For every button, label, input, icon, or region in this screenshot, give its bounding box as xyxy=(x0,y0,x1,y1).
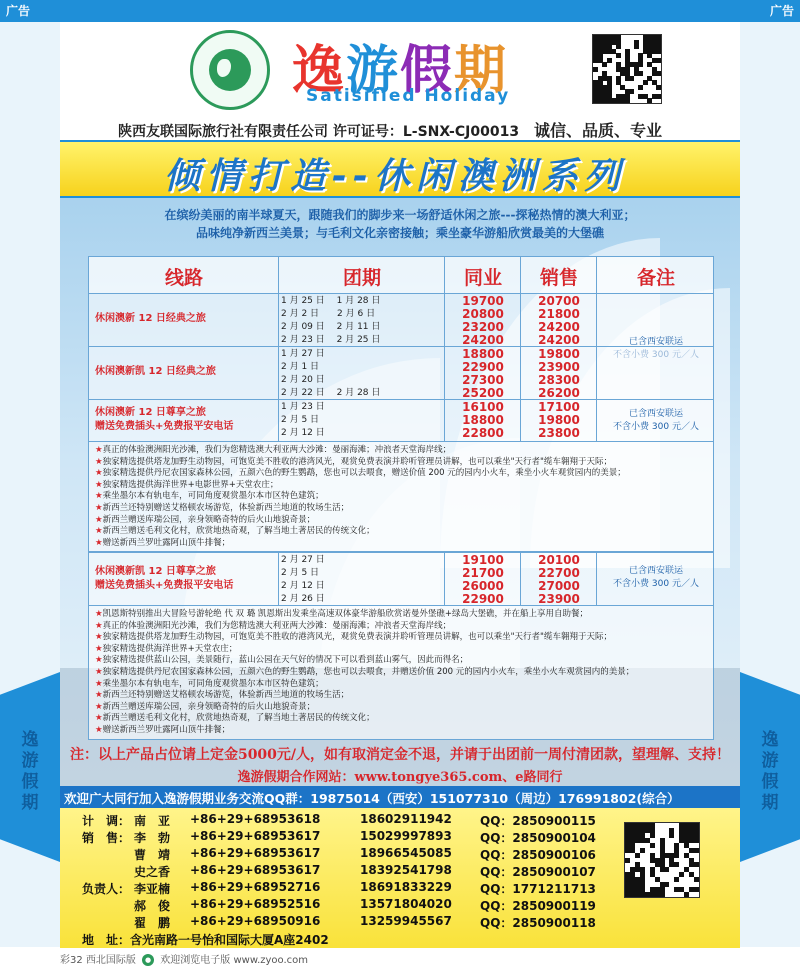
route-line: 休闲澳新 12 日尊享之旅 xyxy=(95,407,206,418)
note-item: ★新西兰赠送毛利文化村，欣赏地热奇观，了解当地土著居民的传统文化； xyxy=(95,526,375,537)
price: 17100 xyxy=(538,400,580,414)
qr-module xyxy=(629,76,634,81)
table-row xyxy=(88,552,714,606)
column-divider xyxy=(596,256,597,442)
column-divider xyxy=(278,552,279,606)
price: 18800 xyxy=(462,347,504,361)
qr-module xyxy=(638,71,643,76)
qr-module xyxy=(647,98,652,103)
contact-row xyxy=(60,897,620,913)
price: 25200 xyxy=(462,386,504,400)
note-line: 已含西安联运 xyxy=(628,409,683,419)
contact-role: 负责人： xyxy=(82,882,131,896)
price: 23900 xyxy=(538,592,580,606)
contact-section xyxy=(60,808,740,948)
route-line: 休闲澳新 12 日经典之旅 xyxy=(95,313,206,324)
route-name xyxy=(95,365,216,379)
price: 22700 xyxy=(538,566,580,580)
qr-module xyxy=(656,58,661,63)
price: 16100 xyxy=(462,400,504,414)
date-line: 2 月 20 日 xyxy=(281,375,325,385)
note-text: 独家精选提供蓝山公园，美景随行，蓝山公园在天气好的情况下可以看到蓝山雾气，因此而得名； xyxy=(102,655,469,666)
column-divider xyxy=(444,256,445,442)
qr-module xyxy=(625,98,630,103)
contact-row xyxy=(60,914,620,930)
left-side-text xyxy=(0,730,60,814)
route-line: 赠送免费插头+免费报平安电话 xyxy=(95,580,234,591)
qr-module xyxy=(625,858,630,863)
header xyxy=(60,22,740,120)
qr-module xyxy=(656,94,661,99)
ad-tag-right: 广告 xyxy=(769,4,794,18)
note-item: ★独家精选提供海洋世界+电影世界+天堂农庄； xyxy=(95,479,279,490)
page-footer xyxy=(60,948,740,966)
intro-line: 品味纯净新西兰美景；与毛利文化亲密接触；乘坐豪华游船欣赏最美的大堡礁 xyxy=(195,226,604,240)
note-text: 独家精选提供丹尼农国家森林公园，五颜六色的野生鹦鹉，您也可以去喂食，赠送价值 200 元的园内小火车，乘坐小火车观赏园内的美景； xyxy=(102,468,626,479)
partner-websites: 逸游假期合作网站：www.tongye365.com、e路同行 xyxy=(237,770,563,785)
feature-notes xyxy=(88,442,714,552)
contact-role: 计 调： xyxy=(82,814,131,828)
contact-mobile: 15029997893 xyxy=(360,829,452,843)
note-text: 独家精选提供海洋世界+天堂农庄； xyxy=(102,643,238,654)
contact-name: 翟 鹏 xyxy=(134,916,171,930)
contact-tel: +86+29+68952716 xyxy=(190,880,321,894)
side-char: 期 xyxy=(761,793,779,813)
contact-name: 李 勃 xyxy=(134,831,171,845)
note-item: ★赠送新西兰罗吐露阿山顶牛排餐； xyxy=(95,724,231,735)
table-row xyxy=(88,294,714,347)
note-item: ★新西兰赠送毛利文化村，欣赏地热奇观，了解当地土著居民的传统文化； xyxy=(95,713,375,724)
date-line: 2 月 5 日 xyxy=(281,415,320,425)
note-line: 已含西安联运 xyxy=(628,566,683,576)
note-text: 独家精选提供塔龙加野生动物园，可饱览美不胜收的港湾风光，观赏免费表演并聆听管理员讲解，也可以乘坐"天行者"缆车翱翔于天际； xyxy=(102,632,612,643)
sale-prices xyxy=(514,554,604,606)
contact-tel: +86+29+68952516 xyxy=(190,897,321,911)
price: 20800 xyxy=(462,307,504,321)
note-item: ★赠送新西兰罗吐露阿山顶牛排餐； xyxy=(95,537,231,548)
route-line: 休闲澳新凯 12 日尊享之旅 xyxy=(95,566,216,577)
note-text: 乘坐墨尔本有轨电车，可同角度观赏墨尔本市区特色建筑； xyxy=(102,678,324,689)
brand-logo xyxy=(190,30,270,110)
side-char: 游 xyxy=(761,751,779,771)
contact-address xyxy=(60,931,620,947)
note-line: 不含小费 300 元／人 xyxy=(613,579,699,589)
note-text: 新西兰赠送毛利文化村，欣赏地热奇观，了解当地土著居民的传统文化； xyxy=(102,526,375,537)
side-char: 逸 xyxy=(761,730,779,750)
contact-tel: +86+29+68953618 xyxy=(190,812,321,826)
note-item: ★新西兰赠送库瑞公园，亲身领略奇特的后火山地貌奇景； xyxy=(95,514,316,525)
contact-name: 曹 靖 xyxy=(134,848,171,862)
contact-row xyxy=(60,863,620,879)
price: 18800 xyxy=(462,413,504,427)
address-text: 地 址：含光南路一号怡和国际大厦A座2402 xyxy=(82,933,329,947)
sale-prices xyxy=(514,295,604,347)
note-text: 真正的体验澳洲阳光沙滩，我们为您精选澳大利亚两大沙滩：曼丽海滩；冲浪者天堂海岸线； xyxy=(102,445,452,455)
note-text: 凯恩斯特别推出大冒险号游轮绝 代 双 璐 凯恩斯出发乘坐高速双体豪华游船欣赏诺曼外堡礁+绿岛大堡礁，并在船上享用自助餐； xyxy=(102,609,589,619)
note-item: ★凯恩斯特别推出大冒险号游轮绝 代 双 璐 凯恩斯出发乘坐高速双体豪华游船欣赏诺曼外堡礁+绿岛大堡礁，并在船上享用自助餐； xyxy=(95,609,589,619)
table-row xyxy=(88,400,714,442)
header-sale: 销售 xyxy=(539,267,578,289)
qr-module xyxy=(640,848,645,853)
qr-module xyxy=(660,892,665,897)
contact-tel: +86+29+68950916 xyxy=(190,914,321,928)
qr-module xyxy=(694,887,699,892)
price: 22800 xyxy=(462,426,504,440)
date-line: 2 月 5 日 xyxy=(281,568,320,578)
tour-dates xyxy=(281,295,380,347)
page-number: 彩32 西北国际版 xyxy=(60,955,136,966)
brand-char: 期 xyxy=(454,41,509,101)
contact-mobile: 18602911942 xyxy=(360,812,452,826)
qr-module xyxy=(634,44,639,49)
side-char: 期 xyxy=(21,793,39,813)
tour-dates xyxy=(281,554,325,606)
note-text: 独家精选提供丹尼农国家森林公园，五颜六色的野生鹦鹉，您也可以去喂食，并赠送价值 200 元的园内小火车，乘坐小火车观赏园内的美景； xyxy=(102,666,635,677)
contact-name: 李亚楠 xyxy=(134,882,171,896)
qr-module xyxy=(593,67,598,72)
tour-note xyxy=(597,408,715,434)
date-line: 2 月 2 日 2 月 6 日 xyxy=(281,309,376,319)
qr-module xyxy=(629,89,634,94)
qr-module xyxy=(650,843,655,848)
price: 24200 xyxy=(538,333,580,347)
contact-role: 销 售： xyxy=(82,831,131,845)
contact-tel: +86+29+68953617 xyxy=(190,863,321,877)
price: 21700 xyxy=(462,566,504,580)
price: 21800 xyxy=(538,307,580,321)
feature-notes xyxy=(88,606,714,740)
price: 24200 xyxy=(462,333,504,347)
contact-mobile: 18691833229 xyxy=(360,880,452,894)
route-line: 休闲澳新凯 12 日经典之旅 xyxy=(95,366,216,377)
contact-name: 南 亚 xyxy=(134,814,171,828)
note-line: 不含小费 300 元／人 xyxy=(613,422,699,432)
side-char: 逸 xyxy=(21,730,39,750)
slogan: 诚信、品质、专业 xyxy=(533,121,662,140)
note-text: 独家精选提供塔龙加野生动物园，可饱览美不胜收的港湾风光，观赏免费表演并聆听管理员讲解，也可以乘坐"天行者"缆车翱翔于天际； xyxy=(102,456,612,467)
qr-module xyxy=(643,80,648,85)
note-text: 新西兰赠送库瑞公园，亲身领略奇特的后火山地貌奇景； xyxy=(102,701,316,712)
table-row xyxy=(88,347,714,400)
qr-module xyxy=(679,872,684,877)
qr-module xyxy=(638,85,643,90)
qr-module xyxy=(656,71,661,76)
qr-module xyxy=(656,49,661,54)
note-text: 乘坐墨尔本有轨电车，可同角度观赏墨尔本市区特色建筑； xyxy=(102,491,324,502)
qr-module xyxy=(684,892,689,897)
date-line: 2 月 22 日 2 月 28 日 xyxy=(281,388,381,398)
deposit-note: 注：以上产品占位请上定金5000元/人，如有取消定金不退，并请于出团前一周付清团款，望理解、支持！ xyxy=(69,747,731,763)
note-text: 新西兰还特别赠送艾格顿农场游览，体验新西兰地道的牧场生活； xyxy=(102,690,350,701)
contact-mobile: 13259945567 xyxy=(360,914,452,928)
side-char: 假 xyxy=(21,772,39,792)
contact-tel: +86+29+68953617 xyxy=(190,846,321,860)
date-line: 2 月 23 日 2 月 25 日 xyxy=(281,335,381,345)
contact-tel: +86+29+68953617 xyxy=(190,829,321,843)
globe-icon xyxy=(209,49,251,91)
price: 24200 xyxy=(538,320,580,334)
note-text: 真正的体验澳洲阳光沙滩，我们为您精选澳大利亚两大沙滩：曼丽海滩；冲浪者天堂海岸线； xyxy=(102,620,452,631)
contact-mobile: 18966545085 xyxy=(360,846,452,860)
qr-module xyxy=(656,85,661,90)
brand-char: 假 xyxy=(400,41,455,101)
column-divider xyxy=(520,552,521,606)
price: 23900 xyxy=(538,360,580,374)
note-item: ★乘坐墨尔本有轨电车，可同角度观赏墨尔本市区特色建筑； xyxy=(95,678,324,689)
date-line: 1 月 27 日 xyxy=(281,349,325,359)
date-line: 2 月 12 日 xyxy=(281,581,325,591)
qr-module xyxy=(664,867,669,872)
brand-char: 逸 xyxy=(292,41,347,101)
contact-name: 史之香 xyxy=(134,865,171,879)
qr-module xyxy=(616,53,621,58)
note-item: ★独家精选提供塔龙加野生动物园，可饱览美不胜收的港湾风光，观赏免费表演并聆听管理员讲解，也可以乘坐"天行者"缆车翱翔于天际； xyxy=(95,456,612,467)
note-item: ★独家精选提供丹尼农国家森林公园，五颜六色的野生鹦鹉，您也可以去喂食，赠送价值 200 元的园内小火车，乘坐小火车观赏园内的美景； xyxy=(95,468,626,479)
note-item: ★真正的体验澳洲阳光沙滩，我们为您精选澳大利亚两大沙滩：曼丽海滩；冲浪者天堂海岸线； xyxy=(95,620,452,631)
company-name: 陕西友联国际旅行社有限责任公司 许可证号：L-SNX-CJ00013 xyxy=(118,124,520,140)
price: 26000 xyxy=(462,579,504,593)
top-bar xyxy=(0,0,800,22)
note-text: 赠送新西兰罗吐露阿山顶牛排餐； xyxy=(102,724,231,735)
note-item: ★独家精选提供海洋世界+天堂农庄； xyxy=(95,643,238,654)
note-item: ★独家精选提供塔龙加野生动物园，可饱览美不胜收的港湾风光，观赏免费表演并聆听管理员讲解，也可以乘坐"天行者"缆车翱翔于天际； xyxy=(95,632,612,643)
qr-module xyxy=(694,862,699,867)
header-route: 线路 xyxy=(164,267,203,289)
price: 27000 xyxy=(538,579,580,593)
qr-module xyxy=(674,862,679,867)
contact-mobile: 18392541798 xyxy=(360,863,452,877)
date-line: 2 月 1 日 xyxy=(281,362,320,372)
sale-prices xyxy=(514,348,604,400)
price: 20700 xyxy=(538,294,580,308)
intro-line: 在缤纷美丽的南半球夏天，跟随我们的脚步来一场舒适休闲之旅---探秘热情的澳大利亚； xyxy=(164,208,636,222)
contact-name: 郝 俊 xyxy=(134,899,171,913)
date-line: 1 月 23 日 xyxy=(281,402,325,412)
note-item: ★独家精选提供蓝山公园，美景随行，蓝山公园在天气好的情况下可以看到蓝山雾气，因此而得名； xyxy=(95,655,469,666)
price: 20100 xyxy=(538,553,580,567)
qr-module xyxy=(694,848,699,853)
contact-mobile: 13571804020 xyxy=(360,897,452,911)
note-text: 新西兰赠送毛利文化村，欣赏地热奇观，了解当地土著居民的传统文化； xyxy=(102,713,375,724)
header-trade: 同业 xyxy=(463,267,502,289)
title-banner xyxy=(60,140,740,198)
note-text: 赠送新西兰罗吐露阿山顶牛排餐； xyxy=(102,537,231,548)
contact-row xyxy=(60,812,620,828)
contact-qq: QQ：2850900106 xyxy=(480,848,596,862)
date-line: 2 月 26 日 xyxy=(281,594,325,604)
note-item: ★新西兰还特别赠送艾格顿农场游览，体验新西兰地道的牧场生活； xyxy=(95,690,350,701)
price: 28300 xyxy=(538,373,580,387)
footer-site: 欢迎浏览电子版 www.zyoo.com xyxy=(160,955,309,966)
column-divider xyxy=(278,256,279,442)
column-divider xyxy=(444,552,445,606)
note-item: ★乘坐墨尔本有轨电车，可同角度观赏墨尔本市区特色建筑； xyxy=(95,491,324,502)
price: 22900 xyxy=(462,360,504,374)
qr-module xyxy=(650,833,655,838)
price: 19700 xyxy=(462,294,504,308)
price: 19100 xyxy=(462,553,504,567)
brand-char: 游 xyxy=(346,41,401,101)
column-divider xyxy=(596,552,597,606)
banner-title: 倾情打造--休闲澳洲系列 xyxy=(164,156,626,197)
qr-module xyxy=(694,877,699,882)
price: 27300 xyxy=(462,373,504,387)
route-name xyxy=(95,565,233,593)
contact-row xyxy=(60,846,620,862)
qr-module xyxy=(664,882,669,887)
sale-prices xyxy=(514,401,604,440)
date-line: 2 月 09 日 2 月 11 日 xyxy=(281,322,381,332)
qr-module xyxy=(638,62,643,67)
note-item: ★新西兰还特别赠送艾格顿农场游览，体验新西兰地道的牧场生活； xyxy=(95,502,350,513)
note-item: ★独家精选提供丹尼农国家森林公园，五颜六色的野生鹦鹉，您也可以去喂食，并赠送价值 200 元的园内小火车，乘坐小火车观赏园内的美景； xyxy=(95,666,635,677)
contact-qq: QQ：2850900107 xyxy=(480,865,596,879)
route-name xyxy=(95,406,233,434)
note-text: 新西兰赠送库瑞公园，亲身领略奇特的后火山地貌奇景； xyxy=(102,514,316,525)
tour-dates xyxy=(281,348,380,400)
qr-module xyxy=(694,838,699,843)
note-item: ★新西兰赠送库瑞公园，亲身领略奇特的后火山地貌奇景； xyxy=(95,701,316,712)
note-item: ★真正的体验澳洲阳光沙滩，我们为您精选澳大利亚两大沙滩：曼丽海滩；冲浪者天堂海岸线； xyxy=(95,445,452,455)
zyoo-logo-icon: ● xyxy=(142,954,154,966)
main-section xyxy=(60,198,740,786)
qr-module xyxy=(674,853,679,858)
note-text: 独家精选提供海洋世界+电影世界+天堂农庄； xyxy=(102,479,279,490)
qr-code-icon xyxy=(624,822,700,898)
qq-group-invite: 欢迎广大同行加入逸游假期业务交流QQ群：19875014（西安）151077310（周边）176991802(综合） xyxy=(60,786,740,808)
qr-module xyxy=(635,853,640,858)
price: 23200 xyxy=(462,320,504,334)
brand-subtitle: Satisified Holiday xyxy=(306,86,511,106)
tour-dates xyxy=(281,401,325,440)
qr-module xyxy=(607,58,612,63)
price: 26200 xyxy=(538,386,580,400)
date-line: 2 月 12 日 xyxy=(281,428,325,438)
contact-row xyxy=(60,880,620,896)
table-header xyxy=(88,256,714,294)
intro-text xyxy=(60,206,740,242)
side-char: 游 xyxy=(21,751,39,771)
contact-qq: QQ：2850900115 xyxy=(480,814,596,828)
qr-module xyxy=(669,833,674,838)
company-line xyxy=(60,118,740,140)
qr-module xyxy=(602,62,607,67)
header-note: 备注 xyxy=(636,267,675,289)
contact-qq: QQ：2850900104 xyxy=(480,831,596,845)
price: 22900 xyxy=(462,592,504,606)
contact-qq: QQ：2850900118 xyxy=(480,916,596,930)
header-dates: 团期 xyxy=(342,267,381,289)
qr-code-icon xyxy=(592,34,662,104)
route-line: 赠送免费插头+免费报平安电话 xyxy=(95,421,234,432)
price: 19800 xyxy=(538,347,580,361)
right-side-text xyxy=(740,730,800,814)
price: 19800 xyxy=(538,413,580,427)
date-line: 2 月 27 日 xyxy=(281,555,325,565)
date-line: 1 月 25 日 1 月 28 日 xyxy=(281,296,381,306)
column-divider xyxy=(520,256,521,442)
contact-row xyxy=(60,829,620,845)
qr-module xyxy=(616,44,621,49)
note-line: 已含西安联运 xyxy=(628,337,683,347)
note-text: 新西兰还特别赠送艾格顿农场游览，体验新西兰地道的牧场生活； xyxy=(102,502,350,513)
tour-note xyxy=(597,565,715,591)
route-name xyxy=(95,312,206,326)
contact-qq: QQ：1771211713 xyxy=(480,882,596,896)
price: 23800 xyxy=(538,426,580,440)
side-char: 假 xyxy=(761,772,779,792)
contact-qq: QQ：2850900119 xyxy=(480,899,596,913)
ad-tag-left: 广告 xyxy=(6,4,31,18)
qr-module xyxy=(674,877,679,882)
